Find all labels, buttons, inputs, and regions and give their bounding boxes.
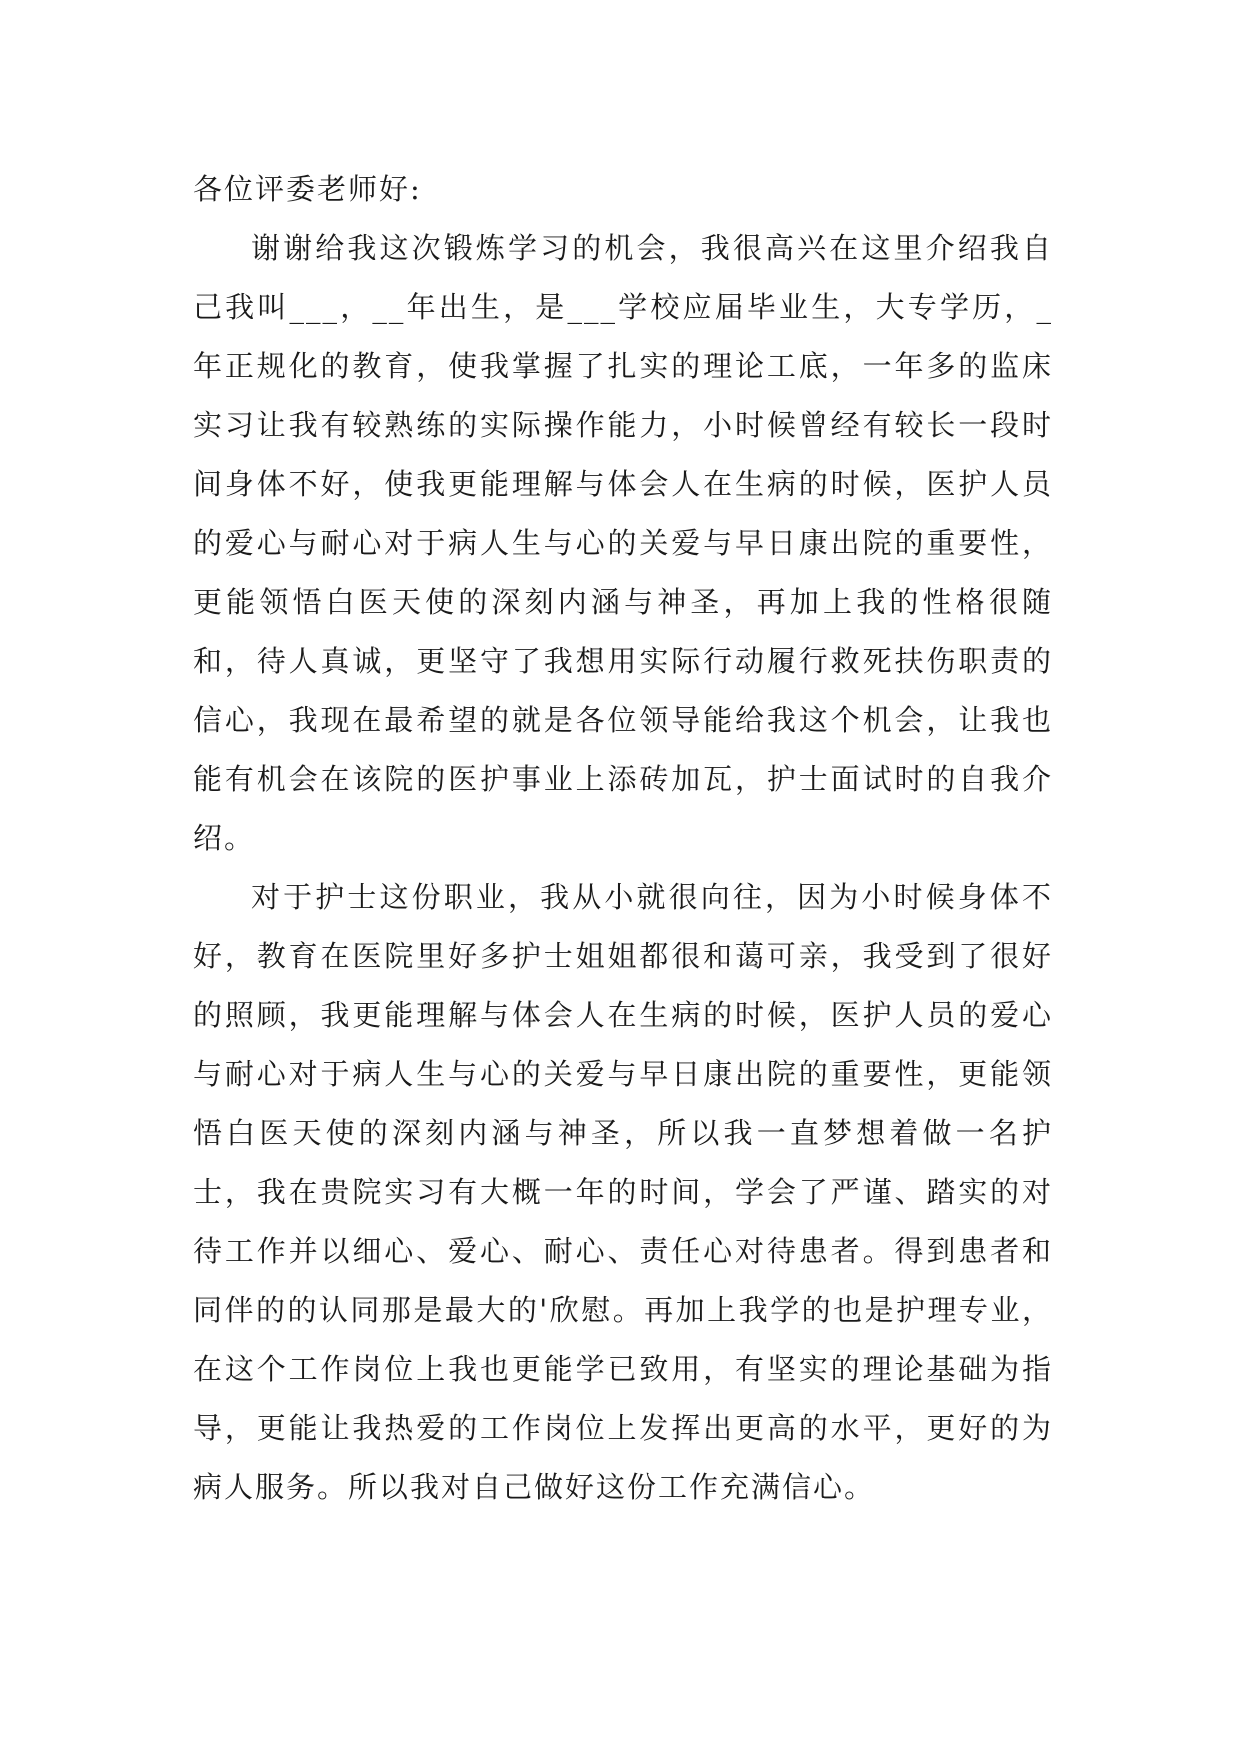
paragraph-2: 对于护士这份职业，我从小就很向往，因为小时候身体不好，教育在医院里好多护士姐姐都很和蔼可亲，我受到了很好的照顾，我更能理解与体会人在生病的时候，医护人员的爱心与耐心对于病人生与心的关爱与早日康出院的重要性，更能领悟白医天使的深刻内涵与神圣，所以我一直梦想着做一名护士，我在贵院实习有大概一年的时间，学会了严谨、踏实的对待工作并以细心、爱心、耐心、责任心对待患者。得到患者和同伴的的认同那是最大的'欣慰。再加上我学的也是护理专业，在这个工作岗位上我也更能学已致用，有坚实的理论基础为指导，更能让我热爱的工作岗位上发挥出更高的水平，更好的为病人服务。所以我对自己做好这份工作充满信心。 — [193, 880, 1053, 1504]
paragraph-1: 谢谢给我这次锻炼学习的机会，我很高兴在这里介绍我自己我叫___，__年出生，是___学校应届毕业生，大专学历，_年正规化的教育，使我掌握了扎实的理论工底，一年多的监床实习让我有较熟练的实际操作能力，小时候曾经有较长一段时间身体不好，使我更能理解与体会人在生病的时候，医护人员的爱心与耐心对于病人生与心的关爱与早日康出院的重要性，更能领悟白医天使的深刻内涵与神圣，再加上我的性格很随和，待人真诚，更坚守了我想用实际行动履行救死扶伤职责的信心，我现在最希望的就是各位领导能给我这个机会，让我也能有机会在该院的医护事业上添砖加瓦，护士面试时的自我介绍。 — [193, 231, 1053, 855]
document-body — [193, 160, 1053, 1517]
salutation: 各位评委老师好: — [193, 172, 422, 206]
